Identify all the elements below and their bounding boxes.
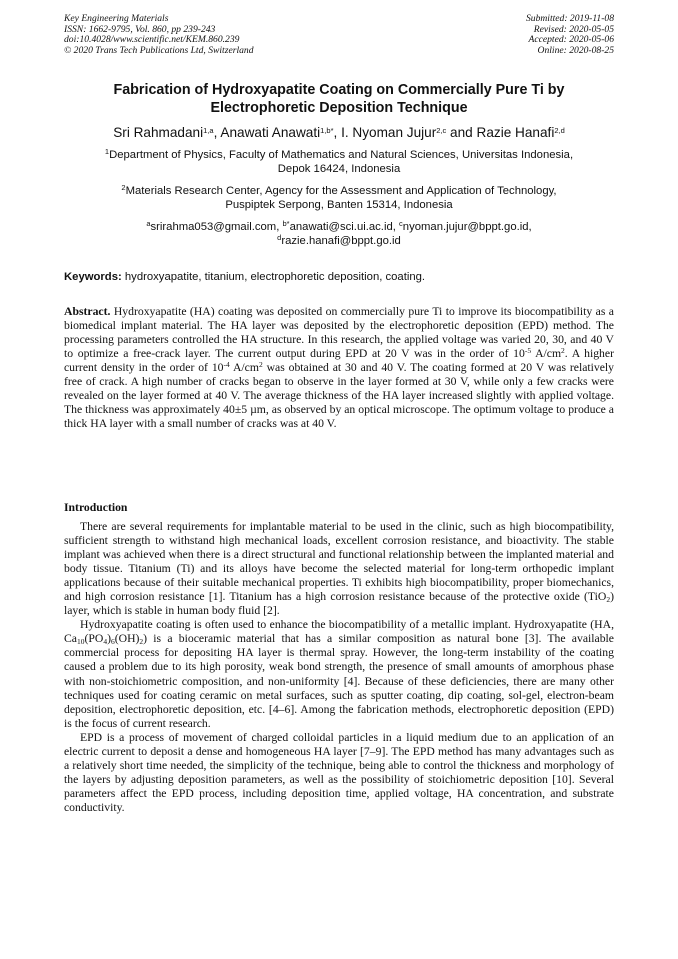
abstract-text: Hydroxyapatite (HA) coating was deposited on commercially pure Ti to improve its biocompatibility as a biomedical implant material. The HA layer was deposited by the electrophoretic deposition (EPD) method. The processing parameters controlled the HA structure. In this research, the applied voltage was varied 20, 30, and 40 V to optimize a free-crack layer. The current output during EPD at 20 V was in the order of 10 bbox=[64, 305, 614, 361]
journal-issn: ISSN: 1662-9795, Vol. 860, pp 239-243 bbox=[64, 23, 216, 35]
subscript: 2 bbox=[139, 637, 144, 647]
paragraph-text: There are several requirements for implantable material to be used in the clinic, such as high biocompatibility, sufficient strength to withstand high mechanical loads, excellent corrosion resistance, and bioactivity. The stable implant was achieved when there is a direct structural and functional relationship between the implanted material and body tissue. Titanium (Ti) and its alloys have become the selected material for long-term orthopedic implant applications because of their suitable mechanical properties. Ti exhibits high biocompatibility, proper biomechanics, and high corrosion resistance [1]. Titanium has a high corrosion resistance because of the protective oxide (TiO bbox=[64, 520, 614, 604]
journal-copyright: © 2020 Trans Tech Publications Ltd, Switzerland bbox=[64, 44, 254, 56]
affiliation-2 bbox=[60, 184, 618, 212]
paper-title-line-1: Fabrication of Hydroxyapatite Coating on Commercially Pure Ti by bbox=[113, 82, 565, 98]
affiliation-line: Depok 16424, Indonesia bbox=[277, 163, 401, 176]
date-submitted: Submitted: 2019-11-08 bbox=[525, 13, 614, 24]
author-name: Razie Hanafi bbox=[476, 125, 555, 140]
introduction-body bbox=[64, 520, 614, 815]
author-sup: 2,d bbox=[554, 126, 565, 135]
author-sup: 2,c bbox=[436, 126, 447, 135]
journal-doi: doi:10.4028/www.scientific.net/KEM.860.239 bbox=[64, 34, 240, 46]
keywords-text: hydroxyapatite, titanium, electrophoretic deposition, coating. bbox=[121, 271, 426, 283]
subscript: 4 bbox=[103, 637, 108, 647]
author-sup: 1,b* bbox=[320, 126, 334, 135]
paragraph-text: (PO bbox=[84, 632, 104, 646]
email-sup: b* bbox=[282, 219, 290, 228]
paragraph-text: Hydroxyapatite coating is often used to enhance the biocompatibility of a metallic implant. Hydroxyapatite (HA, Ca bbox=[64, 618, 614, 646]
paper-title bbox=[60, 82, 618, 117]
subscript: 2 bbox=[606, 595, 611, 605]
paragraph-text: (OH) bbox=[114, 632, 140, 646]
keywords-label: Keywords: bbox=[64, 271, 122, 283]
subscript: 6 bbox=[110, 637, 115, 647]
author-name: Anawati Anawati bbox=[220, 125, 321, 140]
affiliation-line: Materials Research Center, Agency for the Assessment and Application of Technology, bbox=[125, 185, 557, 197]
email-sup: d bbox=[277, 233, 282, 243]
subscript: 10 bbox=[76, 637, 85, 647]
email-sup: c bbox=[399, 219, 403, 228]
date-accepted: Accepted: 2020-05-06 bbox=[528, 34, 614, 46]
email-link[interactable]: razie.hanafi@bppt.go.id bbox=[281, 235, 401, 248]
abstract-sup: 2 bbox=[258, 360, 263, 370]
author-list bbox=[40, 124, 638, 141]
author-sup: 1,a bbox=[203, 126, 214, 135]
email-link[interactable]: nyoman.jujur@bppt.go.id, bbox=[402, 221, 532, 233]
author-name: I. Nyoman Jujur bbox=[341, 125, 437, 140]
paragraph bbox=[64, 520, 614, 618]
abstract-label: Abstract. bbox=[64, 305, 111, 318]
paragraph-text: ) bbox=[107, 632, 111, 646]
email-sup: a bbox=[146, 219, 151, 228]
journal-name: Key Engineering Materials bbox=[64, 13, 169, 24]
abstract-text: A/cm bbox=[229, 361, 259, 375]
email-link[interactable]: anawati@sci.ui.ac.id, bbox=[289, 221, 400, 233]
abstract bbox=[64, 305, 614, 431]
author-sep: , bbox=[333, 125, 342, 140]
publication-dates bbox=[526, 14, 614, 56]
author-sep: and bbox=[446, 125, 477, 140]
paragraph-text: EPD is a process of movement of charged colloidal particles in a liquid medium due to an application of an electric current to deposit a dense and homogeneous HA layer [7–9]. The EPD method has many advantages such as a relatively short time needed, the simplicity of the technique, being able to control the thickness and morphology of the layers by adjusting deposition parameters, as well as the possibility of stoichiometric deposition [10]. Several parameters affect the EPD process, including deposition time, applied voltage, HA concentration, and substrate conductivity. bbox=[64, 730, 614, 814]
author-emails bbox=[60, 220, 618, 248]
paragraph bbox=[64, 731, 614, 815]
author-name: Sri Rahmadani bbox=[113, 125, 204, 140]
affiliation-sup: 2 bbox=[121, 183, 126, 192]
author-sep: , bbox=[213, 125, 221, 140]
date-revised: Revised: 2020-05-05 bbox=[533, 23, 614, 35]
abstract-sup: 2 bbox=[561, 346, 565, 356]
affiliation-line: Department of Physics, Faculty of Mathematics and Natural Sciences, Universitas Indonesia, bbox=[109, 149, 574, 161]
paragraph-text: ) is a bioceramic material that has a similar composition as natural bone [3]. The available commercial process for depositing HA layer is thermal spray. However, the long-term instability of the coating caused a problem due to its high porosity, weak bond strength, the presence of small amounts of amorphous phase with non-stoichiometric composition, and non-uniformity [4]. Because of these deficiencies, there are many other techniques used for coating ceramic on metal surfaces, such as sputter coating, dip coating, sol-gel, electron-beam deposition, electrophoretic deposition, etc. [4–6]. Among the fabrication methods, electrophoretic deposition (EPD) is the focus of current research. bbox=[64, 632, 614, 730]
abstract-sup: -4 bbox=[223, 360, 230, 370]
affiliation-line: Puspiptek Serpong, Banten 15314, Indonesia bbox=[225, 199, 453, 212]
paragraph-text: ) layer, which is stable in human body fluid [2]. bbox=[64, 590, 614, 618]
section-heading: Introduction bbox=[64, 501, 128, 514]
abstract-text: . A higher current density in the order of 10 bbox=[64, 347, 614, 375]
affiliation-1 bbox=[60, 148, 618, 176]
affiliation-sup: 1 bbox=[104, 147, 110, 156]
abstract-sup: -5 bbox=[524, 346, 532, 356]
journal-info bbox=[64, 14, 254, 56]
paragraph bbox=[64, 618, 614, 730]
abstract-text: A/cm bbox=[531, 347, 562, 361]
paper-title-line-2: Electrophoretic Deposition Technique bbox=[210, 99, 468, 116]
email-link[interactable]: srirahma053@gmail.com, bbox=[150, 221, 283, 233]
date-online: Online: 2020-08-25 bbox=[537, 44, 614, 56]
keywords bbox=[64, 270, 616, 284]
abstract-text: was obtained at 30 and 40 V. The coating formed at 20 V was relatively free of crack. A high number of cracks began to observe in the layer formed at 30 V, while only a few cracks were revealed on the layer formed at 40 V. The average thickness of the HA layer increased slightly with applied voltage. The thickness was approximately 40±5 µm, as observed by an optical microscope. The optimum voltage to produce a thick HA layer with a small number of cracks was at 40 V. bbox=[64, 361, 614, 431]
